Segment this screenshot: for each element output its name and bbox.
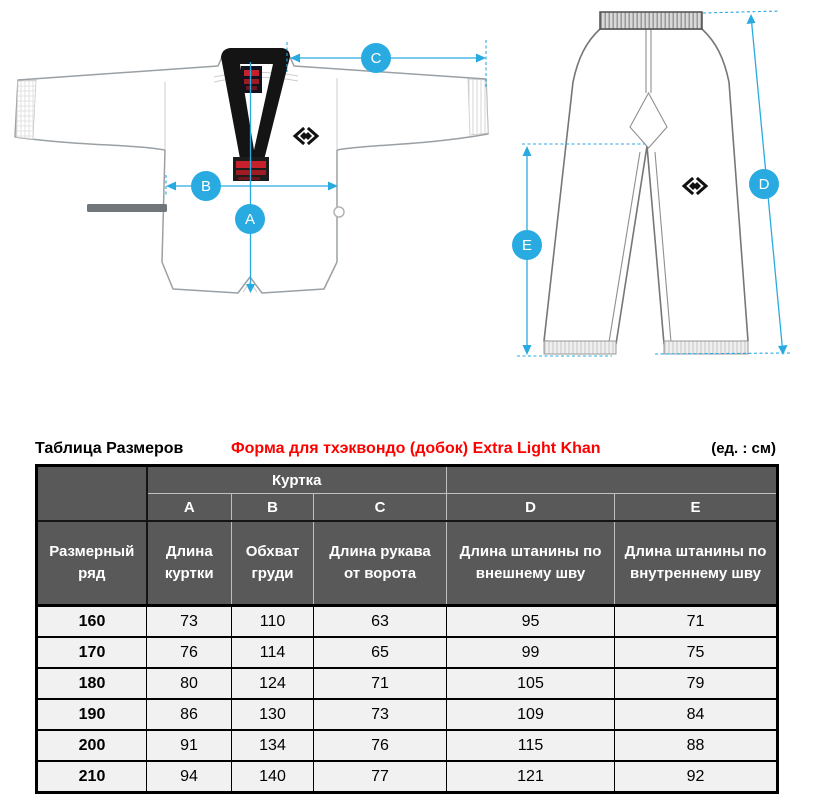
value-cell-b: 114: [232, 637, 314, 668]
value-cell-d: 121: [447, 761, 615, 793]
value-cell-c: 76: [314, 730, 447, 761]
value-cell-e: 79: [615, 668, 778, 699]
value-cell-c: 63: [314, 606, 447, 638]
group-header-row: [37, 466, 778, 494]
size-cell: 160: [37, 606, 147, 638]
page-subtitle: Форма для тхэквондо (добок) Extra Light Khan: [231, 440, 601, 457]
value-cell-e: 88: [615, 730, 778, 761]
page-title: Таблица Размеров: [35, 440, 184, 457]
table-row: [37, 606, 778, 638]
column-header-outer-seam: Длина штанины по внешнему шву: [447, 521, 615, 606]
value-cell-b: 124: [232, 668, 314, 699]
right-cuff-texture: [468, 79, 488, 135]
value-cell-a: 76: [147, 637, 232, 668]
value-cell-a: 94: [147, 761, 232, 793]
size-table: [35, 464, 779, 794]
jacket-group-header: Куртка: [147, 466, 447, 494]
size-table-section: [35, 440, 776, 794]
neck-label: [241, 66, 262, 93]
value-cell-c: 77: [314, 761, 447, 793]
pants-group-header: [447, 466, 778, 494]
table-row: [37, 730, 778, 761]
value-cell-d: 95: [447, 606, 615, 638]
belt: [87, 204, 167, 212]
value-cell-a: 73: [147, 606, 232, 638]
value-cell-b: 140: [232, 761, 314, 793]
left-cuff-texture: [16, 80, 36, 139]
left-leg-cuff: [544, 341, 616, 354]
value-cell-a: 91: [147, 730, 232, 761]
units-label: (ед. : см): [711, 440, 776, 457]
corner-header-cell: [37, 466, 147, 522]
value-cell-d: 109: [447, 699, 615, 730]
label-a: A: [244, 211, 256, 228]
value-cell-b: 134: [232, 730, 314, 761]
value-cell-b: 130: [232, 699, 314, 730]
value-cell-e: 84: [615, 699, 778, 730]
waistband: [600, 12, 702, 29]
value-cell-e: 92: [615, 761, 778, 793]
value-cell-d: 115: [447, 730, 615, 761]
title-bar: [35, 440, 776, 459]
column-header-a: A: [147, 494, 232, 522]
label-e: E: [521, 237, 533, 254]
column-header-d: D: [447, 494, 615, 522]
value-cell-c: 71: [314, 668, 447, 699]
value-cell-c: 73: [314, 699, 447, 730]
side-loop: [334, 207, 344, 217]
column-header-chest: Обхват груди: [232, 521, 314, 606]
column-header-jacket-length: Длина куртки: [147, 521, 232, 606]
column-header-b: B: [232, 494, 314, 522]
value-cell-d: 99: [447, 637, 615, 668]
value-cell-d: 105: [447, 668, 615, 699]
column-header-e: E: [615, 494, 778, 522]
table-row: [37, 668, 778, 699]
letter-header-row: [37, 494, 778, 522]
value-cell-e: 75: [615, 637, 778, 668]
table-row: [37, 761, 778, 793]
jacket-diagram: [5, 5, 505, 315]
size-cell: 200: [37, 730, 147, 761]
value-cell-a: 80: [147, 668, 232, 699]
column-header-size: Размерный ряд: [37, 521, 147, 606]
column-header-inner-seam: Длина штанины по внутреннему шву: [615, 521, 778, 606]
description-header-row: [37, 521, 778, 606]
size-cell: 190: [37, 699, 147, 730]
right-leg-cuff: [664, 341, 748, 354]
table-row: [37, 699, 778, 730]
table-row: [37, 637, 778, 668]
label-b: B: [200, 178, 212, 195]
value-cell-e: 71: [615, 606, 778, 638]
value-cell-b: 110: [232, 606, 314, 638]
value-cell-c: 65: [314, 637, 447, 668]
pants-diagram: [500, 0, 810, 380]
column-header-sleeve: Длина рукава от ворота: [314, 521, 447, 606]
size-cell: 180: [37, 668, 147, 699]
value-cell-a: 86: [147, 699, 232, 730]
size-cell: 210: [37, 761, 147, 793]
size-cell: 170: [37, 637, 147, 668]
label-c: C: [370, 50, 382, 67]
label-d: D: [758, 176, 770, 193]
column-header-c: C: [314, 494, 447, 522]
